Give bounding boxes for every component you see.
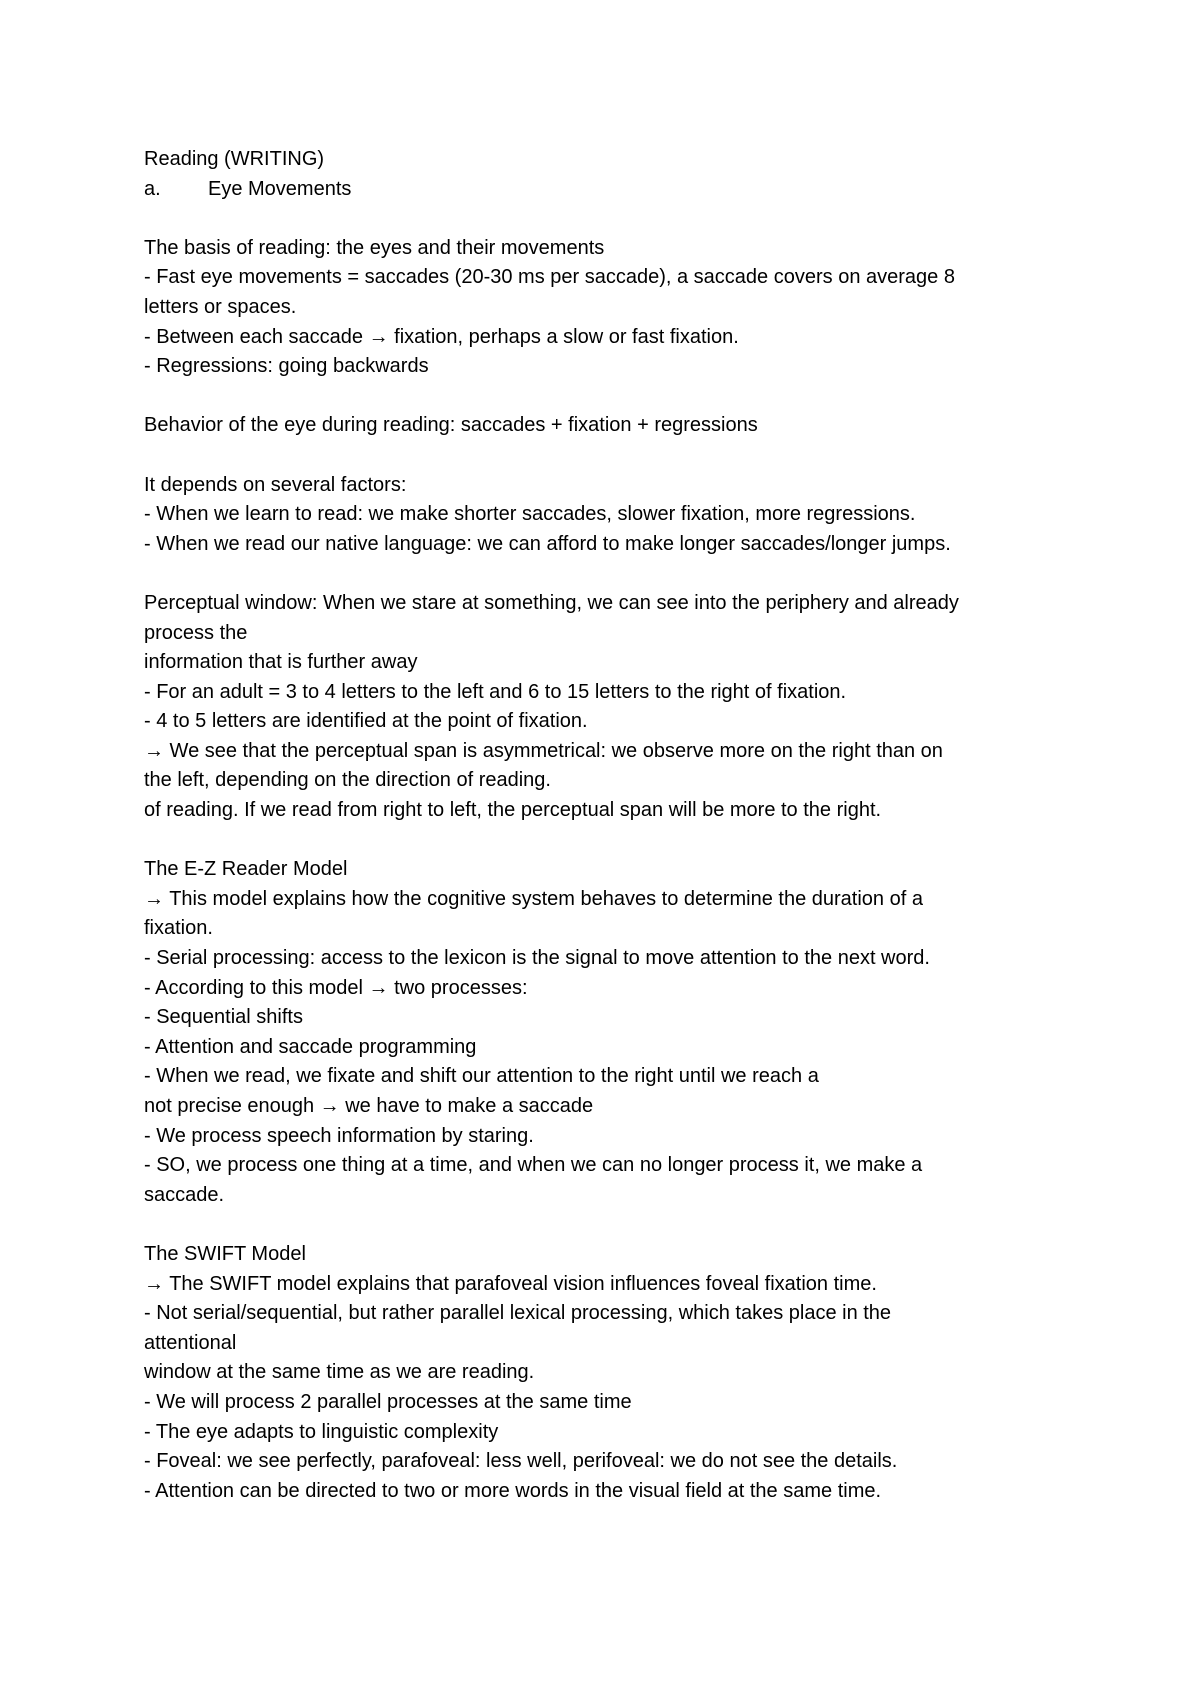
text-line: - When we read our native language: we can afford to make longer saccades/longer jumps.: [144, 532, 951, 555]
text-line: information that is further away: [144, 651, 418, 674]
text-block: [144, 234, 1074, 382]
subsection-label: Eye Movements: [208, 177, 352, 200]
text-block: [144, 411, 1074, 441]
text-line: process the: [144, 621, 248, 644]
text-line: the left, depending on the direction of reading.: [144, 769, 551, 792]
text-line: - Sequential shifts: [144, 1006, 303, 1029]
block-first-line: The SWIFT Model: [144, 1242, 306, 1265]
text-block: [144, 855, 1074, 1210]
paragraph-spacer: [144, 204, 1074, 234]
text-line: - For an adult = 3 to 4 letters to the left and 6 to 15 letters to the right of fixation.: [144, 680, 847, 703]
document-sections: [144, 204, 1074, 1506]
document-body: [144, 145, 1074, 1506]
text-line: → This model explains how the cognitive system behaves to determine the duration of a: [144, 887, 923, 910]
text-line: - The eye adapts to linguistic complexity: [144, 1420, 499, 1443]
text-line: - We process speech information by staring.: [144, 1124, 534, 1147]
paragraph-spacer: [144, 559, 1074, 589]
text-line: saccade.: [144, 1183, 225, 1206]
text-line: attentional: [144, 1331, 237, 1354]
text-block: [144, 471, 1074, 560]
text-line: - Foveal: we see perfectly, parafoveal: less well, perifoveal: we do not see the details.: [144, 1450, 898, 1473]
paragraph-spacer: [144, 441, 1074, 471]
block-first-line: It depends on several factors:: [144, 473, 407, 496]
text-line: - 4 to 5 letters are identified at the point of fixation.: [144, 710, 588, 733]
text-line: window at the same time as we are reading.: [144, 1361, 535, 1384]
block-first-line: Perceptual window: When we stare at something, we can see into the periphery and already: [144, 591, 959, 614]
paragraph-spacer: [144, 1210, 1074, 1240]
text-line: - Between each saccade → fixation, perhaps a slow or fast fixation.: [144, 325, 739, 348]
subsection-heading: [144, 175, 1074, 205]
text-line: - Serial processing: access to the lexicon is the signal to move attention to the next word.: [144, 947, 930, 970]
text-line: - When we learn to read: we make shorter saccades, slower fixation, more regressions.: [144, 503, 916, 526]
document-title: Reading (WRITING): [144, 148, 325, 170]
subsection-marker: a.: [144, 177, 161, 200]
text-line: - SO, we process one thing at a time, and when we can no longer process it, we make a: [144, 1154, 923, 1177]
text-line: → We see that the perceptual span is asymmetrical: we observe more on the right than on: [144, 739, 943, 762]
text-line: - When we read, we fixate and shift our attention to the right until we reach a: [144, 1065, 819, 1088]
text-line: - Attention and saccade programming: [144, 1035, 477, 1058]
text-line: - Not serial/sequential, but rather parallel lexical processing, which takes place in the: [144, 1302, 892, 1325]
block-first-line: Behavior of the eye during reading: saccades + fixation + regressions: [144, 414, 758, 437]
text-line: fixation.: [144, 917, 213, 940]
block-first-line: The E-Z Reader Model: [144, 858, 348, 881]
text-line: not precise enough → we have to make a saccade: [144, 1095, 594, 1117]
text-line: - Fast eye movements = saccades (20-30 ms per saccade), a saccade covers on average 8: [144, 266, 955, 289]
text-line: - Regressions: going backwards: [144, 355, 429, 378]
text-line: → The SWIFT model explains that parafoveal vision influences foveal fixation time.: [144, 1272, 877, 1295]
text-line: - We will process 2 parallel processes at the same time: [144, 1390, 632, 1413]
text-block: [144, 589, 1074, 826]
paragraph-spacer: [144, 382, 1074, 412]
text-line: - Attention can be directed to two or more words in the visual field at the same time.: [144, 1479, 882, 1502]
text-block: [144, 1240, 1074, 1506]
text-line: letters or spaces.: [144, 295, 297, 318]
block-first-line: The basis of reading: the eyes and their movements: [144, 236, 605, 259]
text-line: of reading. If we read from right to left, the perceptual span will be more to the right.: [144, 799, 882, 822]
text-line: - According to this model → two processes:: [144, 976, 528, 999]
paragraph-spacer: [144, 826, 1074, 856]
